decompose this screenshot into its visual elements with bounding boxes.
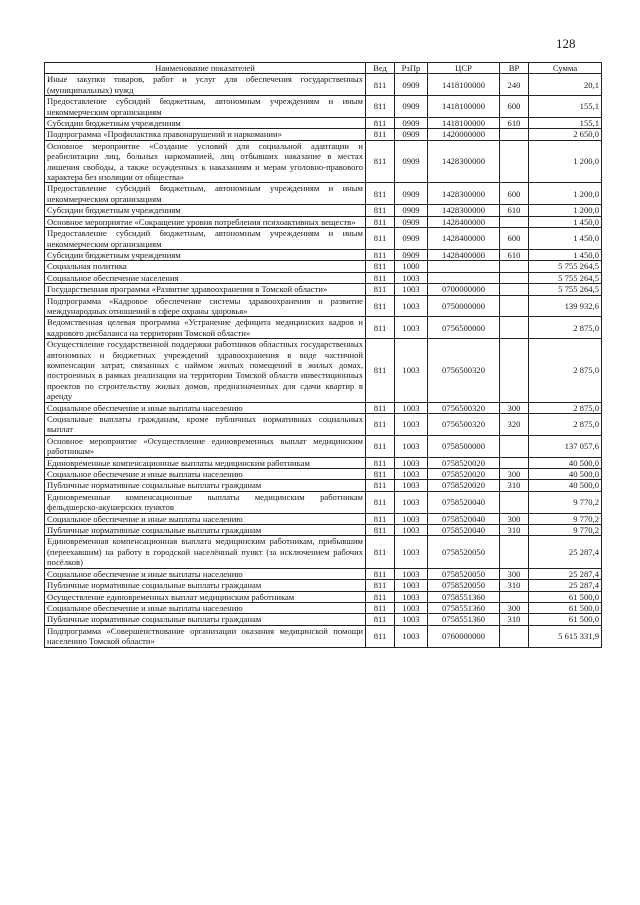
- row-ved: 811: [366, 402, 395, 413]
- row-name: Социальное обеспечение населения: [45, 272, 366, 283]
- row-ved: 811: [366, 591, 395, 602]
- row-ved: 811: [366, 140, 395, 183]
- row-ved: 811: [366, 525, 395, 536]
- row-csr: 0758520050: [428, 568, 500, 579]
- row-csr: 1418100000: [428, 118, 500, 129]
- table-row: [45, 205, 602, 216]
- row-sum: 155,1: [529, 96, 602, 118]
- row-csr: 0756500320: [428, 414, 500, 436]
- page-number: 128: [556, 36, 576, 51]
- row-ved: 811: [366, 205, 395, 216]
- row-ved: 811: [366, 118, 395, 129]
- row-rzpr: 0909: [395, 74, 428, 96]
- row-vr: 310: [500, 480, 529, 491]
- row-rzpr: 1003: [395, 525, 428, 536]
- row-name: Публичные нормативные социальные выплаты гражданам: [45, 580, 366, 591]
- row-name: Осуществление государственной поддержки работников областных государственных автономных и бюджетных учреждений здравоохранения в виде частичной компенсации затрат, связанных с наймом жилых помещений в жилых домах, построенных в рамках реализации на территории Томской области инвестиционных проектов по строительству жилых домов, предназначенных для сдачи квартир в аренду: [45, 339, 366, 402]
- row-vr: 610: [500, 205, 529, 216]
- row-vr: 300: [500, 513, 529, 524]
- row-name: Социальная политика: [45, 261, 366, 272]
- row-rzpr: 1003: [395, 469, 428, 480]
- row-rzpr: 1003: [395, 491, 428, 513]
- row-name: Основное мероприятие «Сокращение уровня потребления психоактивных веществ»: [45, 216, 366, 227]
- row-csr: 0760000000: [428, 625, 500, 647]
- row-rzpr: 1003: [395, 614, 428, 625]
- row-sum: 9 770,2: [529, 491, 602, 513]
- row-csr: 0756500000: [428, 317, 500, 339]
- row-ved: 811: [366, 249, 395, 260]
- row-name: Публичные нормативные социальные выплаты гражданам: [45, 614, 366, 625]
- row-sum: 2 875,0: [529, 402, 602, 413]
- row-vr: 310: [500, 525, 529, 536]
- row-rzpr: 0909: [395, 205, 428, 216]
- table-row: [45, 591, 602, 602]
- table-row: [45, 118, 602, 129]
- row-name: Подпрограмма «Совершенствование организации оказания медицинской помощи населению Томской области»: [45, 625, 366, 647]
- row-ved: 811: [366, 536, 395, 568]
- row-sum: 61 500,0: [529, 602, 602, 613]
- table-row: [45, 480, 602, 491]
- row-sum: 137 057,6: [529, 435, 602, 457]
- row-vr: [500, 272, 529, 283]
- row-sum: 2 650,0: [529, 129, 602, 140]
- row-ved: 811: [366, 317, 395, 339]
- row-name: Осуществление единовременных выплат медицинским работникам: [45, 591, 366, 602]
- row-csr: 1428400000: [428, 228, 500, 250]
- row-csr: 0758520040: [428, 513, 500, 524]
- row-ved: 811: [366, 614, 395, 625]
- table-row: [45, 435, 602, 457]
- row-sum: 1 200,0: [529, 205, 602, 216]
- row-vr: [500, 295, 529, 317]
- row-name: Публичные нормативные социальные выплаты гражданам: [45, 480, 366, 491]
- row-name: Социальное обеспечение и иные выплаты населению: [45, 469, 366, 480]
- table-row: [45, 249, 602, 260]
- table-row: [45, 513, 602, 524]
- table-row: [45, 228, 602, 250]
- row-sum: 2 875,0: [529, 317, 602, 339]
- row-csr: 1428400000: [428, 216, 500, 227]
- row-ved: 811: [366, 513, 395, 524]
- row-vr: [500, 591, 529, 602]
- table-row: [45, 568, 602, 579]
- row-name: Публичные нормативные социальные выплаты гражданам: [45, 525, 366, 536]
- table-header-row: [45, 63, 602, 74]
- row-name: Государственная программа «Развитие здравоохранения в Томской области»: [45, 284, 366, 295]
- row-sum: 155,1: [529, 118, 602, 129]
- row-name: Подпрограмма «Кадровое обеспечение системы здравоохранения и развитие международных отношений в сфере охраны здоровья»: [45, 295, 366, 317]
- row-rzpr: 1003: [395, 625, 428, 647]
- row-csr: 1418100000: [428, 96, 500, 118]
- table-row: [45, 183, 602, 205]
- row-name: Иные закупки товаров, работ и услуг для обеспечения государственных (муниципальных) нужд: [45, 74, 366, 96]
- header-ved: Вед: [366, 63, 395, 74]
- row-sum: 61 500,0: [529, 614, 602, 625]
- row-rzpr: 1003: [395, 435, 428, 457]
- header-vr: ВР: [500, 63, 529, 74]
- row-rzpr: 1003: [395, 480, 428, 491]
- row-rzpr: 1003: [395, 272, 428, 283]
- row-vr: 600: [500, 96, 529, 118]
- row-sum: 139 932,6: [529, 295, 602, 317]
- row-vr: 320: [500, 414, 529, 436]
- row-rzpr: 1003: [395, 591, 428, 602]
- row-rzpr: 0909: [395, 228, 428, 250]
- row-sum: 25 287,4: [529, 568, 602, 579]
- row-ved: 811: [366, 284, 395, 295]
- row-csr: 0758520020: [428, 469, 500, 480]
- table-row: [45, 317, 602, 339]
- row-csr: 0750000000: [428, 295, 500, 317]
- table-row: [45, 625, 602, 647]
- row-vr: [500, 536, 529, 568]
- row-sum: 9 770,2: [529, 513, 602, 524]
- row-sum: 1 200,0: [529, 183, 602, 205]
- table-row: [45, 261, 602, 272]
- row-vr: 600: [500, 183, 529, 205]
- row-rzpr: 1003: [395, 339, 428, 402]
- row-name: Единовременная компенсационная выплата медицинским работникам, прибывшим (переехавшим) на работу в городской населённый пункт (за исключением рабочих посёлков): [45, 536, 366, 568]
- row-ved: 811: [366, 228, 395, 250]
- row-sum: 25 287,4: [529, 580, 602, 591]
- table-row: [45, 216, 602, 227]
- header-csr: ЦСР: [428, 63, 500, 74]
- row-csr: 1428300000: [428, 183, 500, 205]
- row-rzpr: 1003: [395, 602, 428, 613]
- row-sum: 5 755 264,5: [529, 284, 602, 295]
- row-rzpr: 0909: [395, 129, 428, 140]
- budget-table: [44, 62, 602, 648]
- table-row: [45, 525, 602, 536]
- row-rzpr: 1003: [395, 457, 428, 468]
- table-row: [45, 74, 602, 96]
- row-csr: 0756500320: [428, 402, 500, 413]
- row-vr: 300: [500, 568, 529, 579]
- row-name: Субсидии бюджетным учреждениям: [45, 118, 366, 129]
- table-row: [45, 129, 602, 140]
- row-sum: 25 287,4: [529, 536, 602, 568]
- row-sum: 20,1: [529, 74, 602, 96]
- row-rzpr: 1003: [395, 284, 428, 295]
- table-row: [45, 614, 602, 625]
- row-csr: 0758500000: [428, 435, 500, 457]
- row-vr: [500, 491, 529, 513]
- row-csr: 0758520020: [428, 480, 500, 491]
- row-sum: 40 500,0: [529, 457, 602, 468]
- row-vr: [500, 261, 529, 272]
- table-body: [45, 74, 602, 647]
- row-sum: 1 450,0: [529, 249, 602, 260]
- row-rzpr: 1003: [395, 317, 428, 339]
- row-vr: 610: [500, 118, 529, 129]
- row-vr: [500, 129, 529, 140]
- row-rzpr: 1003: [395, 536, 428, 568]
- row-ved: 811: [366, 414, 395, 436]
- row-ved: 811: [366, 568, 395, 579]
- row-sum: 1 450,0: [529, 228, 602, 250]
- row-ved: 811: [366, 96, 395, 118]
- row-rzpr: 1003: [395, 568, 428, 579]
- row-csr: 1428400000: [428, 249, 500, 260]
- row-sum: 5 755 264,5: [529, 261, 602, 272]
- table-row: [45, 457, 602, 468]
- row-ved: 811: [366, 469, 395, 480]
- row-csr: 1428300000: [428, 140, 500, 183]
- header-name: Наименование показателей: [45, 63, 366, 74]
- row-vr: 600: [500, 228, 529, 250]
- table-row: [45, 402, 602, 413]
- row-name: Предоставление субсидий бюджетным, автономным учреждениям и иным некоммерческим организациям: [45, 96, 366, 118]
- row-ved: 811: [366, 74, 395, 96]
- row-rzpr: 1000: [395, 261, 428, 272]
- table-row: [45, 491, 602, 513]
- row-csr: 1418100000: [428, 74, 500, 96]
- table-row: [45, 339, 602, 402]
- row-ved: 811: [366, 339, 395, 402]
- row-vr: 310: [500, 614, 529, 625]
- row-rzpr: 1003: [395, 414, 428, 436]
- row-csr: [428, 261, 500, 272]
- row-name: Основное мероприятие «Создание условий для социальной адаптации и реабилитации лиц, больных наркоманией, лиц отбывших наказание в местах лишения свободы, а также осужденных к наказаниям и мерам уголовно-правового характера без изоляции от общества»: [45, 140, 366, 183]
- row-name: Социальное обеспечение и иные выплаты населению: [45, 568, 366, 579]
- table-row: [45, 536, 602, 568]
- row-vr: [500, 216, 529, 227]
- row-csr: 0758520050: [428, 580, 500, 591]
- row-name: Основное мероприятие «Осуществление единовременных выплат медицинским работникам»: [45, 435, 366, 457]
- row-rzpr: 0909: [395, 183, 428, 205]
- row-ved: 811: [366, 129, 395, 140]
- row-name: Единовременные компенсационные выплаты медицинским работникам фельдшерско-акушерских пунктов: [45, 491, 366, 513]
- row-ved: 811: [366, 480, 395, 491]
- row-ved: 811: [366, 272, 395, 283]
- table-row: [45, 295, 602, 317]
- row-vr: [500, 317, 529, 339]
- row-vr: 300: [500, 469, 529, 480]
- row-vr: [500, 284, 529, 295]
- row-name: Единовременные компенсационные выплаты медицинским работникам: [45, 457, 366, 468]
- row-ved: 811: [366, 457, 395, 468]
- row-sum: 61 500,0: [529, 591, 602, 602]
- row-vr: 310: [500, 580, 529, 591]
- row-sum: 1 200,0: [529, 140, 602, 183]
- row-ved: 811: [366, 261, 395, 272]
- row-rzpr: 1003: [395, 580, 428, 591]
- row-csr: 0758551360: [428, 591, 500, 602]
- row-name: Ведомственная целевая программа «Устранение дефицита медицинских кадров и кадрового дисбаланса на территории Томской области»: [45, 317, 366, 339]
- row-vr: 610: [500, 249, 529, 260]
- row-sum: 40 500,0: [529, 469, 602, 480]
- row-csr: [428, 272, 500, 283]
- row-sum: 1 450,0: [529, 216, 602, 227]
- row-vr: [500, 435, 529, 457]
- row-rzpr: 0909: [395, 96, 428, 118]
- table-row: [45, 272, 602, 283]
- row-csr: 0700000000: [428, 284, 500, 295]
- row-rzpr: 0909: [395, 216, 428, 227]
- row-vr: 300: [500, 602, 529, 613]
- header-rzpr: РзПр: [395, 63, 428, 74]
- row-name: Субсидии бюджетным учреждениям: [45, 205, 366, 216]
- row-vr: 240: [500, 74, 529, 96]
- row-ved: 811: [366, 183, 395, 205]
- table-row: [45, 580, 602, 591]
- row-sum: 5 755 264,5: [529, 272, 602, 283]
- row-csr: 0758520050: [428, 536, 500, 568]
- table-row: [45, 602, 602, 613]
- row-name: Социальное обеспечение и иные выплаты населению: [45, 602, 366, 613]
- row-name: Предоставление субсидий бюджетным, автономным учреждениям и иным некоммерческим организациям: [45, 183, 366, 205]
- table-row: [45, 96, 602, 118]
- row-ved: 811: [366, 580, 395, 591]
- table-row: [45, 140, 602, 183]
- row-csr: 0758520040: [428, 491, 500, 513]
- row-csr: 0756500320: [428, 339, 500, 402]
- row-csr: 0758551360: [428, 614, 500, 625]
- row-name: Социальные выплаты гражданам, кроме публичных нормативных социальных выплат: [45, 414, 366, 436]
- row-sum: 9 770,2: [529, 525, 602, 536]
- row-csr: 1420000000: [428, 129, 500, 140]
- row-name: Субсидии бюджетным учреждениям: [45, 249, 366, 260]
- row-ved: 811: [366, 625, 395, 647]
- row-ved: 811: [366, 602, 395, 613]
- row-sum: 2 875,0: [529, 414, 602, 436]
- row-rzpr: 0909: [395, 249, 428, 260]
- row-rzpr: 1003: [395, 402, 428, 413]
- row-rzpr: 0909: [395, 140, 428, 183]
- header-sum: Сумма: [529, 63, 602, 74]
- row-vr: 300: [500, 402, 529, 413]
- row-name: Социальное обеспечение и иные выплаты населению: [45, 513, 366, 524]
- row-csr: 0758520040: [428, 525, 500, 536]
- row-rzpr: 1003: [395, 513, 428, 524]
- row-rzpr: 0909: [395, 118, 428, 129]
- row-name: Предоставление субсидий бюджетным, автономным учреждениям и иным некоммерческим организациям: [45, 228, 366, 250]
- row-ved: 811: [366, 295, 395, 317]
- row-csr: 1428300000: [428, 205, 500, 216]
- row-sum: 2 875,0: [529, 339, 602, 402]
- row-csr: 0758551360: [428, 602, 500, 613]
- row-vr: [500, 140, 529, 183]
- table-row: [45, 284, 602, 295]
- row-rzpr: 1003: [395, 295, 428, 317]
- row-csr: 0758520020: [428, 457, 500, 468]
- row-sum: 5 615 331,9: [529, 625, 602, 647]
- table-row: [45, 469, 602, 480]
- row-ved: 811: [366, 491, 395, 513]
- row-vr: [500, 625, 529, 647]
- row-ved: 811: [366, 435, 395, 457]
- row-ved: 811: [366, 216, 395, 227]
- row-vr: [500, 457, 529, 468]
- row-sum: 40 500,0: [529, 480, 602, 491]
- row-name: Подпрограмма «Профилактика правонарушений и наркомании»: [45, 129, 366, 140]
- row-name: Социальное обеспечение и иные выплаты населению: [45, 402, 366, 413]
- table-row: [45, 414, 602, 436]
- row-vr: [500, 339, 529, 402]
